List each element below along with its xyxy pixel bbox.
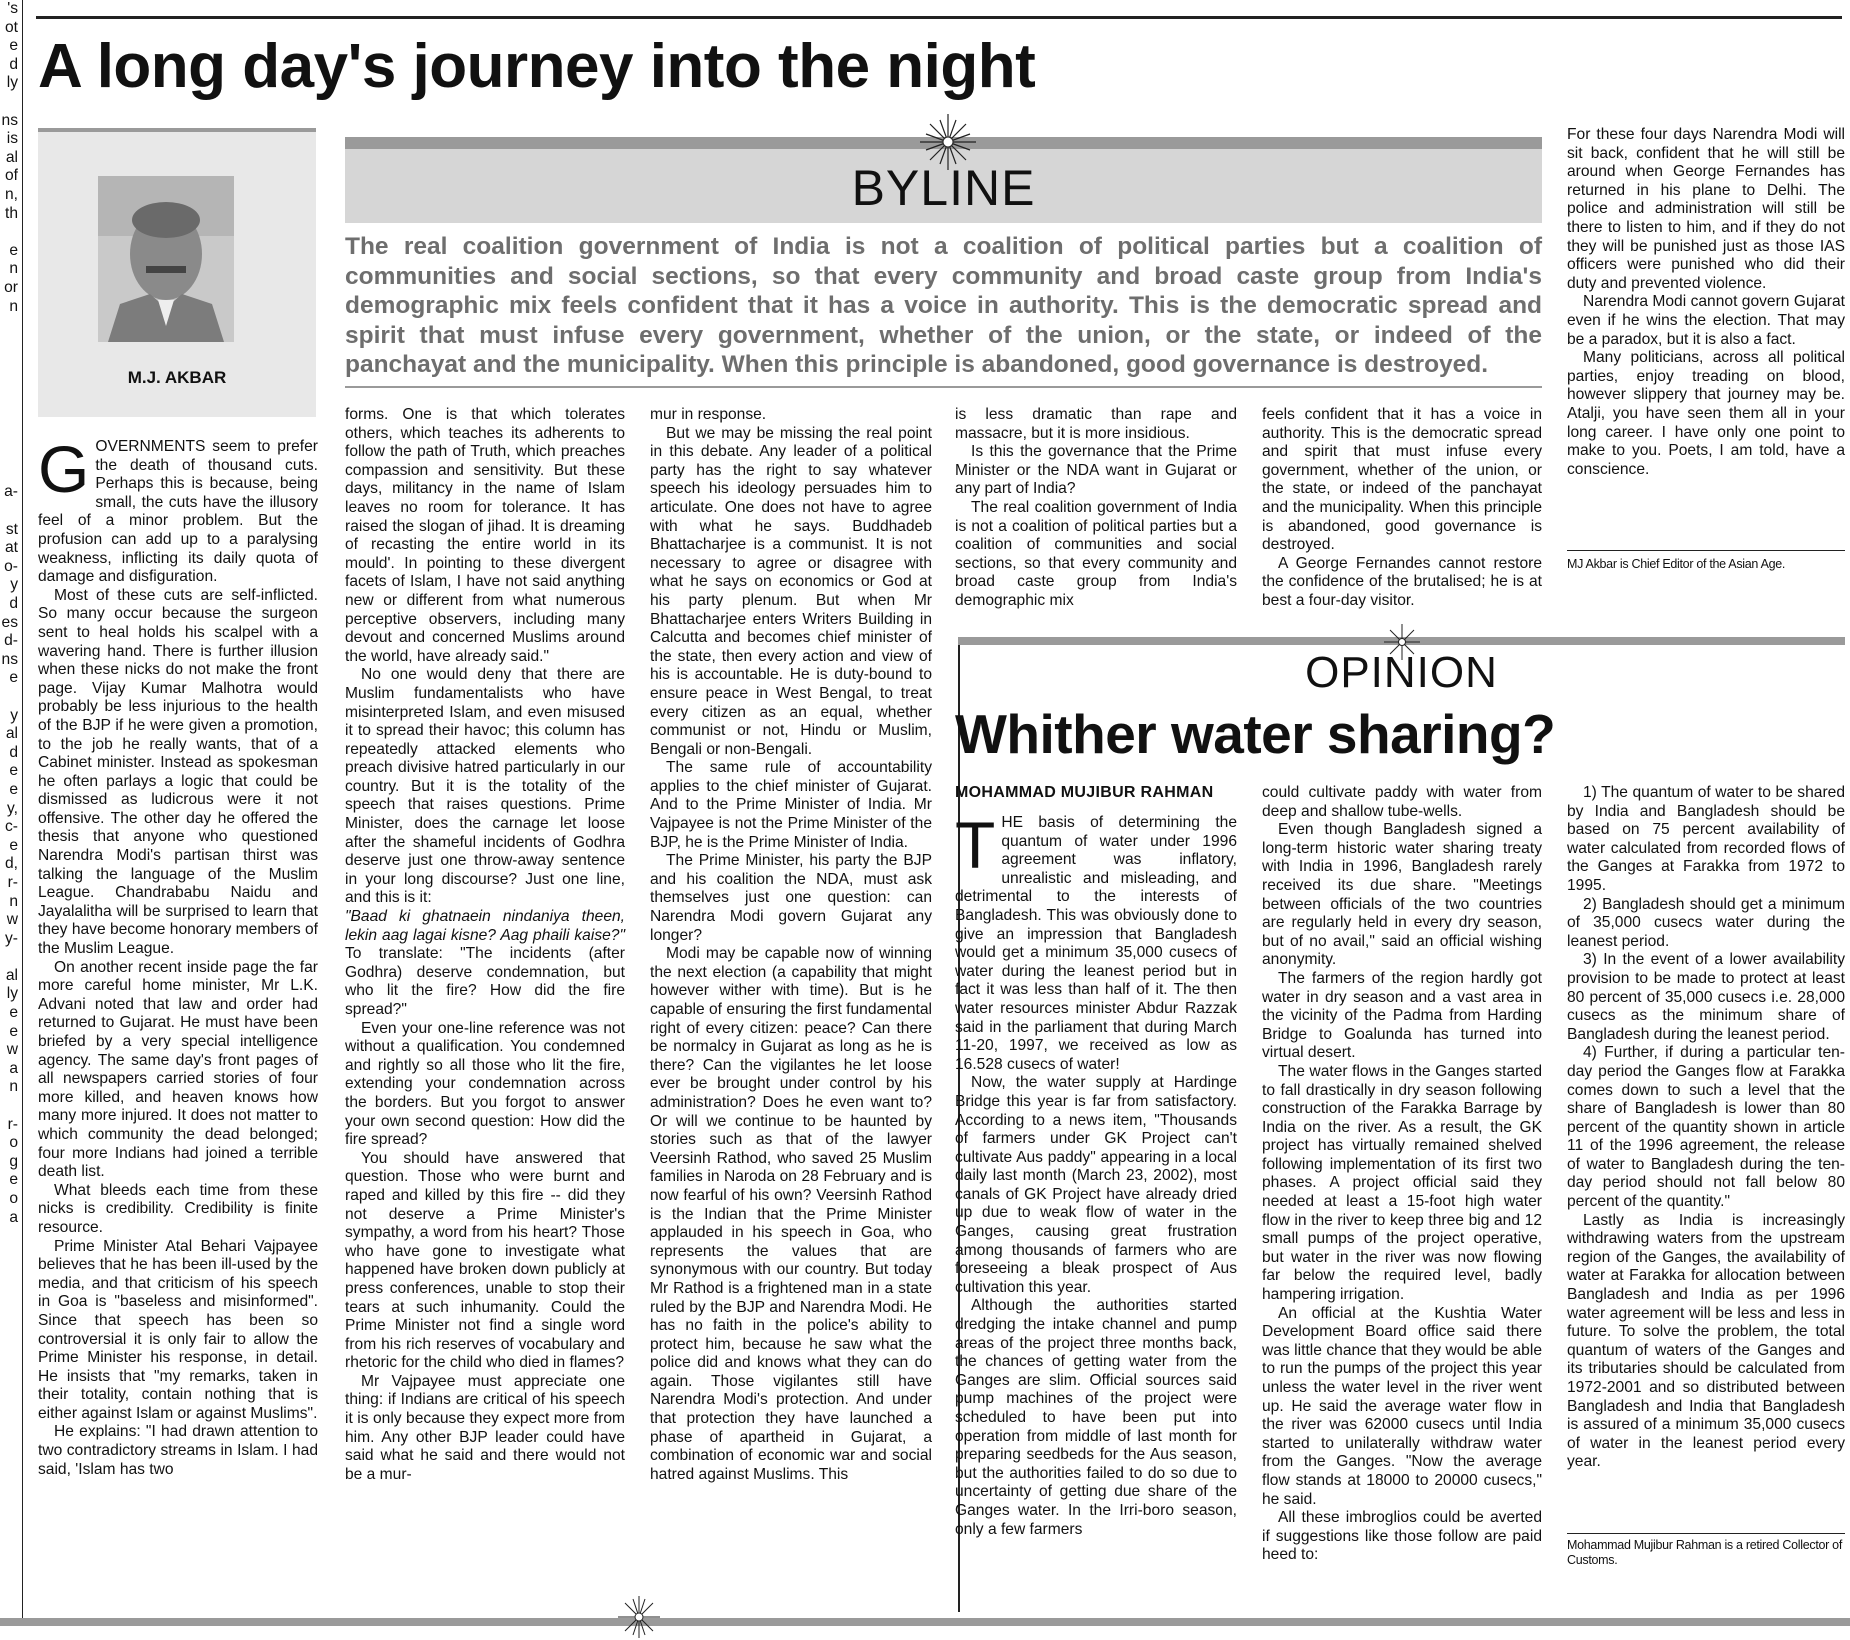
fragment-line: n [9, 260, 18, 278]
paragraph: But we may be missing the real point in this debate. Any leader of a political party has the right to say whatever speech his ideology persuades him to articulate. One does not have to agree with what he says. Buddhadeb Bhattacharjee is a communist. It is not necessary to agree or disagree with what he says on economics or God at his party plenum. But when Mr Bhattacharjee enters Writers Building in Calcutta and becomes chief minister of the state, then every action and view of his is accountable. He is duty-bound to ensure peace in West Bengal, to treat every citizen as an equal, whether communist or not, Hindu or Muslim, Bengali or non-Bengali. [650, 424, 932, 758]
fragment-line [0, 335, 22, 354]
fragment-line [0, 446, 22, 465]
standfirst-rule [345, 386, 1542, 388]
article-column-4 [955, 406, 1237, 611]
paragraph: Is this the governance that the Prime Minister or the NDA want in Gujarat or any part of India? [955, 443, 1237, 498]
paragraph: The Prime Minister, his party the BJP and his coalition the NDA, must ask themselves just one question: can Narendra Modi govern Gujarat any longer? [650, 852, 932, 944]
fragment-line: n [9, 1078, 18, 1096]
opinion-column-1 [955, 808, 1237, 1539]
author-photo [98, 176, 234, 342]
fragment-line: 's [7, 0, 18, 17]
paragraph: HE basis of determining the quantum of water under 1996 agreement was inflatory, unrealistic and misleading, and detrimental to the interests of Bangladesh. This was obviously done to give an impression that Bangladesh would get a minimum 35,000 cusecs of water during the leanest period but in fact it was less than half of it. The then water resources minister Abdur Razzak said in the parliament that during March 11-20, 1997, we received as low as 16.528 cusecs of water! [955, 814, 1237, 1073]
bio-rule [1567, 1533, 1845, 1534]
paragraph: 3) In the event of a lower availability provision to be made to protect at least 80 percent of 35,000 cusecs i.e. 28,000 cusecs as the minimum share of Bangladesh during the leanest period. [1567, 951, 1845, 1043]
fragment-line: y [10, 576, 18, 594]
paragraph: 1) The quantum of water to be shared by India and Bangladesh should be based on 75 percent availability of water calculated from recorded flows of the Ganges at Farakka from 1972 to 1995. [1567, 784, 1845, 894]
opinion-column-3 [1567, 784, 1845, 1472]
fragment-line: ns [1, 650, 18, 668]
paragraph: All these imbroglios could be averted if suggestions like those follow are paid heed to: [1262, 1509, 1542, 1564]
paragraph: Even though Bangladesh signed a long-term historic water sharing treaty with India in 1996, Bangladesh rarely received its due share. "Meetings between officials of the two countries are regularly held in every dry season, but of no avail," said an official wishing anonymity. [1262, 821, 1542, 969]
article-column-3 [650, 406, 932, 1484]
left-column-fragment [0, 0, 23, 1620]
fragment-line: ly [6, 74, 18, 92]
fragment-line [0, 502, 22, 521]
fragment-line: n [9, 297, 18, 315]
paragraph: On another recent inside page the far more careful home minister, Mr L.K. Advani noted that law and order had returned to Gujarat. He must have been briefed by a very special intelligence agency. The same day's front pages of all newspapers carried stories of four more killed, and heaven knows how many more injured. It does not matter to which community the dead belonged; four more Indians had joined a terrible death list. [38, 958, 318, 1181]
fragment-line: e [9, 1171, 18, 1189]
fragment-line: e [9, 241, 18, 259]
article-column-5 [1262, 406, 1542, 611]
fragment-line: is [6, 130, 18, 148]
fragment-line [0, 1097, 22, 1116]
fragment-line [0, 428, 22, 447]
fragment-line: r- [7, 873, 18, 891]
fragment-line: st [5, 520, 18, 538]
fragment-line: e [9, 780, 18, 798]
fragment-line: at [4, 539, 18, 557]
headline-byline-article: A long day's journey into the night [38, 32, 1036, 101]
paragraph: OVERNMENTS seem to prefer the death of thousand cuts. Perhaps this is because, being small, the cuts have the illusory feel of a minor problem. But the profusion can add up to a paralysing weakness, inflicting its daily quota of damage and disfiguration. [38, 438, 318, 586]
fragment-line: o- [4, 557, 18, 575]
fragment-line: a [9, 1208, 18, 1226]
paragraph: An official at the Kushtia Water Development Board office said there was little chance that they would be able to run the pumps of the project this year unless the water level in the river went up. He said the average water flow in the river was 62000 cusecs until India started to unilaterally withdraw water from the Ganges. "Now the average flow stands at 18000 to 20000 cusecs," he said. [1262, 1304, 1542, 1508]
starburst-icon [616, 1594, 662, 1640]
fragment-line [0, 465, 22, 484]
fragment-line: d [9, 55, 18, 73]
fragment-line [0, 223, 22, 242]
fragment-line: y [10, 706, 18, 724]
drop-cap: G [38, 432, 90, 506]
author-name: M.J. AKBAR [127, 368, 227, 387]
fragment-line: a- [4, 483, 18, 501]
fragment-line: d [9, 595, 18, 612]
fragment-line: al [5, 148, 18, 166]
fragment-line: e [9, 1022, 18, 1040]
paragraph: 4) Further, if during a particular ten-day period the Ganges flow at Farakka comes down to such a level that the share of Bangladesh is lower than 80 percent of the quantity shown in article 11 of the 1996 agreement, the release of water to Bangladesh during the ten-day period should not fall below 80 percent of the quantity." [1567, 1044, 1845, 1211]
paragraph: Narendra Modi cannot govern Gujarat even if he wins the election. That may be a paradox, but it is also a fact. [1567, 293, 1845, 348]
fragment-line: of [4, 167, 18, 185]
article-column-6 [1567, 126, 1845, 479]
fragment-line [0, 409, 22, 428]
article-column-1 [38, 432, 318, 1479]
fragment-line: a [9, 1059, 18, 1077]
standfirst: The real coalition government of India is not a coalition of political parties but a coalition of communities and social sections, so that every community and broad caste group from India's demographic mix feels confident that it has a voice in authority. This is the democratic spread and spirit that must infuse every government, whether of the union, or the state, or indeed of the panchayat and the municipality. When this principle is abandoned, good governance is destroyed. [345, 233, 1542, 378]
fragment-line: d- [4, 632, 18, 650]
paragraph: is less dramatic than rape and massacre, but it is more insidious. [955, 406, 1237, 442]
paragraph: He explains: "I had drawn attention to two contradictory streams in Islam. I had said, 'Islam has two [38, 1423, 318, 1478]
fragment-line [0, 316, 22, 335]
author-bio: MJ Akbar is Chief Editor of the Asian Age. [1567, 557, 1786, 571]
paragraph: To translate: "The incidents (after Godhra) deserve condemnation, but who lit the fire? How did the fire spread?" [345, 945, 625, 1018]
fragment-line: c- [5, 818, 18, 836]
fragment-line: n, [4, 185, 18, 203]
paragraph: Many politicians, across all political parties, enjoy treading on blood, however slippery that journey may be. Atalji, you have seen them all in your long career. I have only one point to make to you. Poets, I am told, have a conscience. [1567, 349, 1845, 478]
fragment-line: es [1, 613, 18, 631]
fragment-line: e [9, 762, 18, 780]
fragment-line: al [5, 966, 18, 984]
paragraph: Prime Minister Atal Behari Vajpayee believes that he has been ill-used by the media, and that criticism of his speech in Goa is "baseless and misinformed". Since that speech has been so controversial it is only fair to allow the Prime Minister his response, in detail. He insists that "my remarks, taken in their totality, contain nothing that is either against Islam or against Muslims". [38, 1237, 318, 1422]
fragment-line: al [5, 725, 18, 743]
fragment-line [0, 93, 22, 112]
hindi-quote: "Baad ki ghatnaein nindaniya theen, lekin aag lagai kisne? Aag phaili kaise?" [345, 908, 625, 944]
fragment-line [0, 688, 22, 707]
fragment-line: th [4, 204, 18, 222]
bio-rule [1567, 550, 1845, 551]
fragment-line: ot [4, 18, 18, 36]
paragraph: Now, the water supply at Hardinge Bridge this year is far from satisfactory. According to a news item, "Thousands of farmers under GK Project can't cultivate Aus paddy" appearing in a local daily last month (March 23, 2002), most canals of GK Project have already dried up due to weak flow of water in the Ganges, causing great frustration among thousands of farmers who are foreseeing a bleak prospect of Aus cultivation this year. [955, 1074, 1237, 1296]
paragraph: Even your one-line reference was not without a qualification. You condemned and rightly so all those who lit the fire, extending your condemnation across the borders. But you forgot to answer your own second question: How did the fire spread? [345, 1019, 625, 1149]
paragraph: feels confident that it has a voice in authority. This is the democratic spread and spirit that must infuse every government, whether of the union, or the state, or indeed of the panchayat and the municipality. When this principle is abandoned, good governance is destroyed. [1262, 406, 1542, 554]
opinion-author: MOHAMMAD MUJIBUR RAHMAN [955, 784, 1214, 801]
fragment-line: r- [7, 1115, 18, 1133]
paragraph: 2) Bangladesh should get a minimum of 35,000 cusecs water during the leanest period. [1567, 895, 1845, 950]
fragment-line: e [9, 37, 18, 55]
paragraph: Modi may be capable now of winning the next election (a capability that might however wither with time). But is he capable of ensuring the first fundamental right of every citizen: peace? Can there be normalcy in Gujarat as long as he is there? Can the vigilantes he let loose ever be brought under control by his administration? Does he even want to? Or will we continue to be haunted by stories such as that of the lawyer Veersinh Rathod, who saved 25 Muslim families in Naroda on 28 February and is now fearful of his own? Veersinh Rathod is the Indian that the Prime Minister applauded in his speech in Goa, who represents the values that are synonymous with our country. But today Mr Rathod is a frightened man in a state ruled by the BJP and Narendra Modi. He has no faith in the police's ability to protect him, because he saw what the police did and knows what they can do again. Those vigilantes still have Narendra Modi's protection. And under that protection they have launched a phase of apartheid in Gujarat, a combination of economic war and social hatred against Muslims. This [650, 945, 932, 1483]
author-photo-box [38, 128, 316, 417]
fragment-line: ns [1, 111, 18, 129]
paragraph: Most of these cuts are self-inflicted. So many occur because the surgeon sent to heal holds his scalpel with a wavering hand. There is further illusion when these nicks do not make the front page. Vijay Kumar Malhotra would probably be less injurious to the health of the BJP if he were given a promotion, to the job he really wants, that of a Cabinet minister. Instead as spokesman he often parlays a logic that could be dismissed as ludicrous were it not offensive. The other day he offered the thesis that anyone who questioned Narendra Modi's partisan thirst was talking the language of the Muslim League. Chandrababu Naidu and Jayalalitha will be surprised to learn that they have become honorary members of the Muslim League. [38, 586, 318, 958]
fragment-line: o [9, 1190, 18, 1207]
paragraph: The water flows in the Ganges started to fall drastically in dry season following construction of the Farakka Barrage by India on the river. As a result, the GK project has virtually remained shelved following implementation of its first two phases. A project official said they needed at least a 15-foot high water flow in the river to keep three big and 12 small pumps of the project operative, but water in the river was now flowing far below the required level, badly hampering irrigation. [1262, 1062, 1542, 1304]
fragment-line: d [9, 743, 18, 761]
fragment-line [0, 353, 22, 372]
fragment-line [0, 390, 22, 409]
fragment-line: o [9, 1134, 18, 1152]
paragraph: Lastly as India is increasingly withdrawing waters from the upstream region of the Ganges, the availability of water at Farakka for allocation between Bangladesh and India as per 1996 water agreement will be less and less in future. To solve the problem, the total quantum of waters of the Ganges and its tributaries should be calculated from 1972-2001 and so distributed between Bangladesh and India that Bangladesh is assured of a minimum 35,000 cusecs of water in the leanest period every year. [1567, 1211, 1845, 1471]
paragraph: The farmers of the region hardly got water in dry season and a vast area in the vicinity of the Padma from Harding Bridge to Goalunda has turned into virtual desert. [1262, 969, 1542, 1062]
paragraph: could cultivate paddy with water from deep and shallow tube-wells. [1262, 784, 1542, 820]
fragment-line: e [9, 669, 18, 687]
opinion-author-bio: Mohammad Mujibur Rahman is a retired Collector of Customs. [1567, 1538, 1842, 1567]
top-rule [36, 16, 1842, 19]
paragraph: No one would deny that there are Muslim fundamentalists who have misinterpreted Islam, and even misused it to spread their havoc; this column has repeatedly attacked elements who preach divisive hatred particularly in our country. But it is the totality of the speech that raises questions. Prime Minister, does the carnage let loose after the shameful incidents of Godhra deserve just one throw-away sentence in your long discourse? Just one line, and this is it: [345, 666, 625, 907]
paragraph: The real coalition government of India is not a coalition of political parties but a coalition of communities and social sections, so that every community and broad caste group from India's demographic mix [955, 498, 1237, 609]
paragraph: forms. One is that which tolerates others, which teaches its adherents to follow the path of Truth, which preaches compassion and sensitivity. But these days, militancy in the name of Islam leaves no room for tolerance. It has raised the slogan of jihad. It is dreaming of recasting the entire world in its mould'. In pointing to these divergent facets of Islam, I have not said anything new or different from what numerous perceptive observers, including many devout and concerned Muslims around the world, have already said." [345, 406, 625, 665]
paragraph: Mr Vajpayee must appreciate one thing: if Indians are critical of his speech it is only because they expect more from him. Any other BJP leader could have said what he said and there would not be a mur- [345, 1372, 625, 1483]
section-label-byline: BYLINE [851, 160, 1036, 216]
fragment-line [0, 948, 22, 967]
paragraph: mur in response. [650, 406, 767, 423]
drop-cap: T [955, 808, 996, 882]
fragment-line: n [9, 892, 18, 910]
paragraph: What bleeds each time from these nicks is credibility. Credibility is finite resource. [38, 1181, 318, 1236]
fragment-line: w [6, 911, 18, 929]
paragraph: For these four days Narendra Modi will sit back, confident that he will still be around when George Fernandes has returned in his plane to Delhi. The police and administration will still be there to listen to him, and if they do not they will be punished just as those IAS officers were punished who did their duty and prevented violence. [1567, 126, 1845, 292]
paragraph: Although the authorities started dredging the intake channel and pump areas of the project three months back, the chances of getting water from the Ganges are slim. Official sources said pump machines of the project were scheduled to have been put into operation from middle of last month for preparing seedbeds for the Aus season, but the authorities failed to do so due to uncertainty of getting due share of the Ganges water. In the Irri-boro season, only a few farmers [955, 1297, 1237, 1538]
fragment-line: or [4, 278, 18, 296]
article-column-2 [345, 406, 625, 1484]
paragraph: A George Fernandes cannot restore the confidence of the brutalised; he is at best a four-day visitor. [1262, 554, 1542, 609]
section-label-opinion: OPINION [1305, 648, 1498, 697]
opinion-column-2 [1262, 784, 1542, 1565]
fragment-line: y, [7, 799, 18, 817]
paragraph: The same rule of accountability applies to the chief minister of Gujarat. And to the Prime Minister of India. Mr Vajpayee is not the Prime Minister of the BJP, he is the Prime Minister of India. [650, 759, 932, 851]
bottom-rule [0, 1618, 1850, 1626]
paragraph: You should have answered that question. Those who were burnt and raped and killed by this fire -- did they not deserve a Prime Minister's sympathy, a word from his heart? Those who have gone to investigate what happened have broken down publicly at press conferences, unable to stop their tears at such inhumanity. Could the Prime Minister not find a single word from his rich reserves of vocabulary and rhetoric for the child who died in flames? [345, 1149, 625, 1372]
fragment-line: ly [6, 985, 18, 1003]
fragment-line: d, [4, 855, 18, 873]
headline-opinion-article: Whither water sharing? [955, 703, 1556, 765]
fragment-line: w [6, 1041, 18, 1059]
fragment-line: e [9, 1004, 18, 1022]
fragment-line [0, 372, 22, 391]
fragment-line: y- [5, 929, 18, 947]
fragment-line: e [9, 836, 18, 854]
fragment-line: g [9, 1152, 18, 1170]
